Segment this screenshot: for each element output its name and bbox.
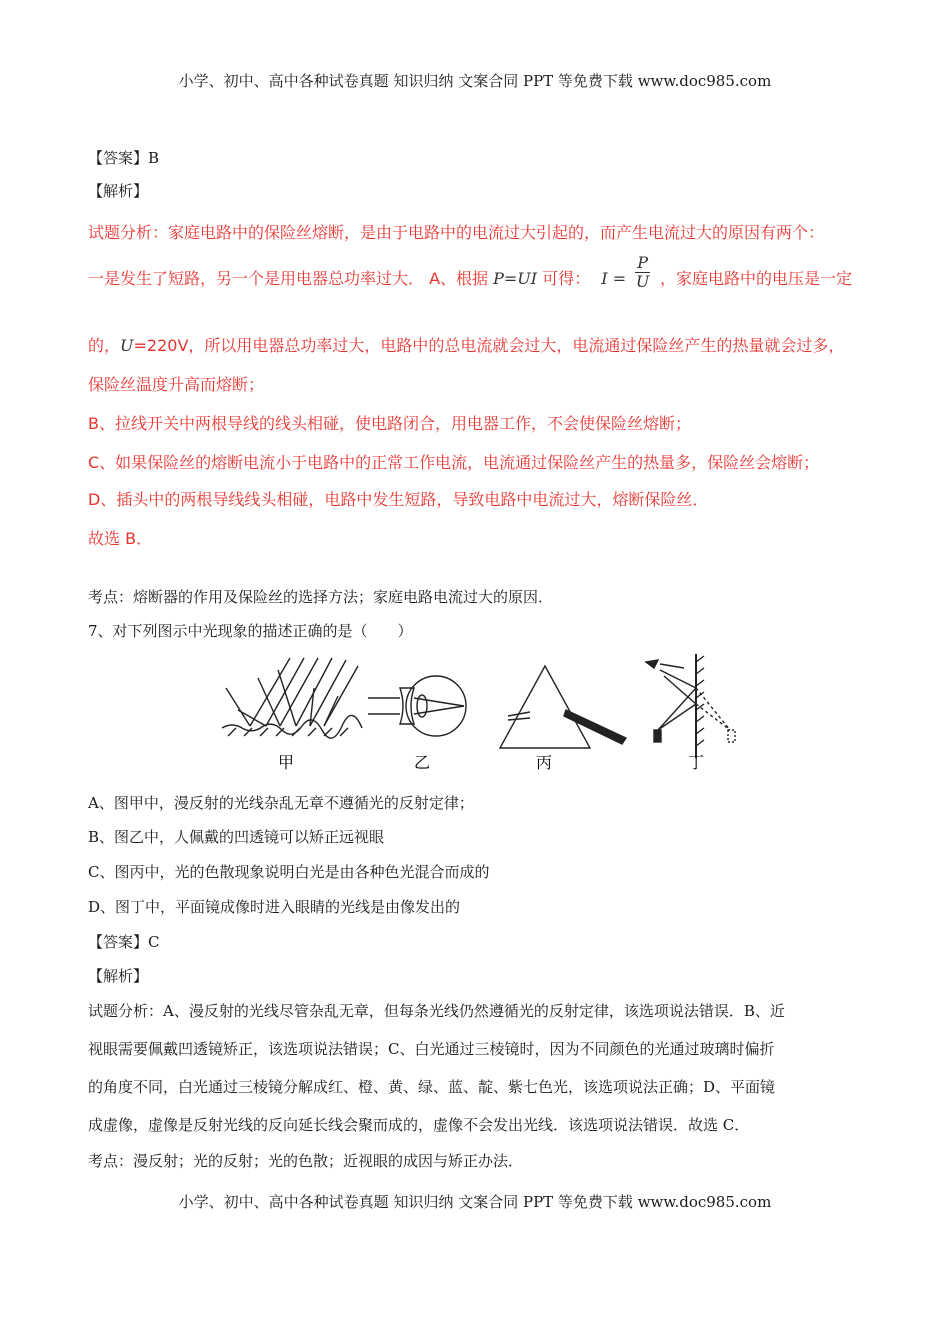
q7-analysis-line-3: 的角度不同，白光通过三棱镜分解成红、橙、黄、绿、蓝、靛、紫七色光，该选项说法正确；D、平面镜 xyxy=(88,1078,776,1096)
q7-kaodian: 考点：漫反射；光的反射；光的色散；近视眼的成因与矫正办法． xyxy=(88,1152,524,1170)
q6-analysis-label: 【解析】 xyxy=(88,182,149,200)
q6-line2-text-c: ，家庭电路中的电压是一定 xyxy=(659,269,852,288)
figure-bing-prism xyxy=(500,666,626,748)
figure-jia-diffuse-reflection xyxy=(222,658,362,738)
q6-line3-text-b: =220V，所以用电器总功率过大，电路中的总电流就会过大，电流通过保险丝产生的热量就会过多， xyxy=(133,336,845,355)
q7-analysis-label: 【解析】 xyxy=(88,967,149,985)
q6-answer: 【答案】B xyxy=(88,149,160,167)
figure-label-ding: 丁 xyxy=(688,753,705,772)
q6-formula-lhs: I = xyxy=(601,269,627,288)
figure-label-yi: 乙 xyxy=(414,753,431,772)
figure-label-jia: 甲 xyxy=(278,753,295,772)
page-footer: 小学、初中、高中各种试卷真题 知识归纳 文案合同 PPT 等免费下载 www.doc985.com xyxy=(178,1193,772,1211)
q6-analysis-line-1: 试题分析：家庭电路中的保险丝熔断，是由于电路中的电流过大引起的，而产生电流过大的原因有两个： xyxy=(88,223,825,242)
q6-formula-fraction xyxy=(635,254,650,291)
q6-option-c-analysis: C、如果保险丝的熔断电流小于电路中的正常工作电流，电流通过保险丝产生的热量多，保险丝会熔断； xyxy=(88,453,820,472)
q7-answer: 【答案】C xyxy=(88,933,160,951)
page-header: 小学、初中、高中各种试卷真题 知识归纳 文案合同 PPT 等免费下载 www.doc985.com xyxy=(178,72,772,90)
q7-option-a: A、图甲中，漫反射的光线杂乱无章不遵循光的反射定律； xyxy=(88,794,474,812)
q6-line2-text-b: 可得： xyxy=(537,269,591,288)
q6-kaodian: 考点：熔断器的作用及保险丝的选择方法；家庭电路电流过大的原因． xyxy=(88,588,554,606)
q7-option-c: C、图丙中，光的色散现象说明白光是由各种色光混合而成的 xyxy=(88,863,490,881)
q7-question: 7、对下列图示中光现象的描述正确的是（ ） xyxy=(88,622,413,640)
q7-analysis-line-4: 成虚像，虚像是反射光线的反向延长线会聚而成的，虚像不会发出光线．该选项说法错误．故选 C． xyxy=(88,1116,750,1134)
q6-formula-inline: P=UI xyxy=(493,269,538,288)
q6-line3-u: U xyxy=(120,336,134,355)
q6-line3-text-a: 的， xyxy=(88,336,121,355)
figure-yi-concave-lens-eye xyxy=(368,676,466,736)
q6-analysis-line-3 xyxy=(88,333,844,356)
q6-analysis-line-2 xyxy=(88,253,852,291)
q7-option-b: B、图乙中，人佩戴的凹透镜可以矫正远视眼 xyxy=(88,828,385,846)
q6-conclusion: 故选 B． xyxy=(88,529,153,548)
q7-analysis-line-2: 视眼需要佩戴凹透镜矫正，该选项说法错误；C、白光通过三棱镜时，因为不同颜色的光通过玻璃时偏折 xyxy=(88,1040,775,1058)
figure-label-bing: 丙 xyxy=(536,753,553,772)
q6-option-b-analysis: B、拉线开关中两根导线的线头相碰，使电路闭合，用电器工作，不会使保险丝熔断； xyxy=(88,414,691,433)
q6-formula-denominator: U xyxy=(635,272,650,291)
q6-formula-numerator: P xyxy=(637,253,648,272)
q7-option-d: D、图丁中，平面镜成像时进入眼睛的光线是由像发出的 xyxy=(88,898,461,916)
q7-analysis-line-1: 试题分析：A、漫反射的光线尽管杂乱无章，但每条光线仍然遵循光的反射定律，该选项说法错误．B、近 xyxy=(88,1002,785,1020)
q6-line2-text-a: 一是发生了短路，另一个是用电器总功率过大． A、根据 xyxy=(88,269,494,288)
q6-analysis-line-4: 保险丝温度升高而熔断； xyxy=(88,375,265,394)
figure-ding-plane-mirror xyxy=(646,654,735,758)
q7-optics-figure xyxy=(218,648,744,774)
q6-option-d-analysis: D、插头中的两根导线线头相碰，电路中发生短路，导致电路中电流过大，熔断保险丝． xyxy=(88,490,709,509)
